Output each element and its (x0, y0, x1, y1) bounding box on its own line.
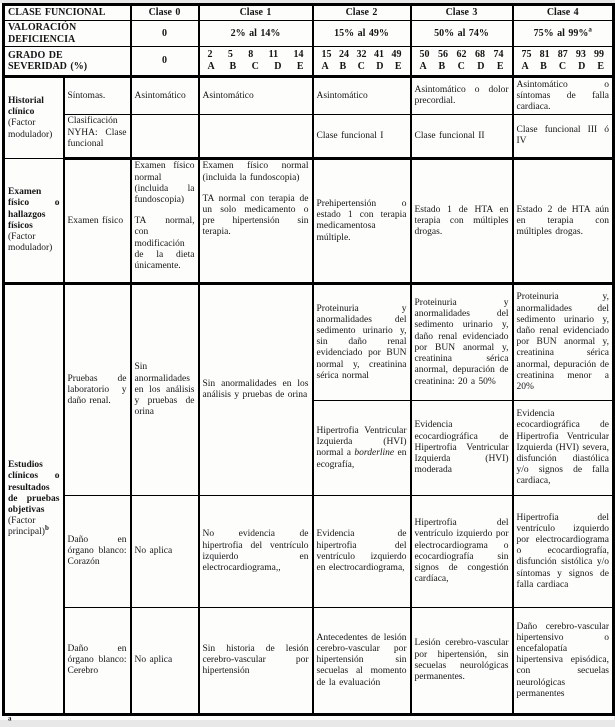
cell-hvi-clase-3: Evidencia ecocardiográfica de Hipertrofia Ventricular Izquierda (HVI) moderada (411, 401, 513, 496)
cell-corazon-clase-0: No aplica (131, 496, 199, 608)
header-clase-2: Clase 2 (313, 5, 411, 21)
severity-numbers-4: 75 81 87 93 99 (521, 48, 604, 60)
severity-letters-1: A B C D E (207, 61, 304, 73)
severity-clase-4 (513, 47, 614, 77)
cell-lab-clase-2: Proteinuria y anormalidades del sedimento urinario y, sin daño renal evidenciado por BUN normal y, creatinina sérica normal (313, 284, 411, 401)
deficiency-clase-2: 15% al 49% (313, 20, 411, 47)
cell-sintomas-clase-1: Asintomático (199, 77, 313, 115)
grado-line1: GRADO DE (8, 49, 63, 61)
cell-lab-clase-3: Proteinuria y anormalidades del sedimento urinario y, daño renal evidenciado por BUN anormal y, creatinina sérica anormal, depuración de creatinina: 20 a 50% (411, 284, 513, 401)
cell-corazon-clase-1: No evidencia de hipertrofia del ventrículo izquierdo en electrocardiograma,, (199, 496, 313, 608)
valoracion-line2: DEFICIENCIA (8, 33, 76, 45)
table-footnote (8, 714, 614, 727)
header-clase-0: Clase 0 (131, 5, 199, 21)
row-clase-funcional (4, 5, 614, 21)
cell-examen-clase-1 (199, 159, 313, 284)
severity-clase-0: 0 (131, 47, 199, 77)
row-sintomas (4, 77, 614, 115)
cell-cerebro-clase-4: Daño cerebro-vascular hipertensivo o encefalopatía hipertensiva episódica, con secuelas neurológicas permanentes (513, 608, 614, 715)
label-examen-fisico: Examen físico (64, 159, 131, 284)
cell-lab-clase-0: Sin anormalidades en los análisis y pruebas de orina (131, 284, 199, 496)
header-clase-4: Clase 4 (513, 5, 614, 21)
row-cerebro (4, 608, 614, 715)
cell-cerebro-clase-0: No aplica (131, 608, 199, 715)
examen-subtitle: (Factor modulador) (8, 232, 53, 254)
estudios-title: Estudios clínicos o resultados de pruebas objetivas (8, 460, 60, 515)
cell-examen-clase-0 (131, 159, 199, 284)
grado-line2: SEVERIDAD (%) (8, 61, 88, 73)
deficiency-footnote-mark: a (588, 25, 592, 34)
deficiency-clase-4 (513, 20, 614, 47)
cell-lab-clase-4: Proteinuria y, anormalidades del sedimento urinario y, daño renal evidenciado por BUN anormal y, creatinina sérica anormal, depuración de creatinina menor a 20% (513, 284, 614, 401)
estudios-footnote-mark: b (44, 524, 49, 533)
cell-examen-clase-3: Estado 1 de HTA en terapia con múltiples drogas. (411, 159, 513, 284)
clasificacion-funcional-table (2, 3, 615, 716)
historial-subtitle: (Factor modulador) (8, 118, 53, 140)
deficiency-clase-0: 0 (131, 20, 199, 47)
document-page (0, 3, 614, 723)
hvi-clase-2-pre: Hipertrofia Ventricular Izquierda (HVI) normal a (316, 425, 407, 459)
severity-clase-3 (411, 47, 513, 77)
deficiency-clase-1: 2% al 14% (199, 20, 313, 47)
hvi-clase-2-post: en ecografía, (316, 448, 407, 470)
row-examen-fisico (4, 159, 614, 284)
cell-hvi-clase-2 (313, 401, 411, 496)
label-cerebro: Daño en órgano blanco: Cerebro (64, 608, 131, 715)
header-valoracion-label (4, 20, 131, 47)
valoracion-line1: VALORACIÓN (8, 21, 77, 33)
estudios-subtitle: (Factor principal) (8, 516, 45, 538)
historial-title: Historial clínico (8, 95, 44, 118)
severity-letters-3: A B C D E (419, 61, 504, 73)
cell-cerebro-clase-2: Antecedentes de lesión cerebro-vascular por hipertensión sin secuelas al momento de la evaluación (313, 608, 411, 715)
cell-sintomas-clase-2: Asintomático (313, 77, 411, 115)
cell-examen-clase-2: Prehipertensión o estado 1 con terapia medicamentosa múltiple. (313, 159, 411, 284)
cell-sintomas-clase-0: Asintomático (131, 77, 199, 115)
row-corazon (4, 496, 614, 608)
cell-corazon-clase-4: Hipertrofia del ventrículo izquierdo por electrocardiograma o ecocardiografía, disfunción sistólica y/o síntomas y signos de falla cardiaca (513, 496, 614, 608)
cell-hvi-clase-4: Evidencia ecocardiográfica de Hipertrofia Ventricular Izquierda (HVI) severa, disfunción diastólica y/o signos de falla cardiaca, (513, 401, 614, 496)
label-corazon: Daño en órgano blanco: Corazón (64, 496, 131, 608)
cell-nyha-clase-2: Clase funcional I (313, 115, 411, 159)
severity-letters-2: A B C D E (321, 61, 402, 73)
severity-clase-2 (313, 47, 411, 77)
row-grado-severidad (4, 47, 614, 77)
cell-examen-clase-4: Estado 2 de HTA aún en terapia con múltiples drogas. (513, 159, 614, 284)
label-nyha: Clasificación NYHA: Clase funcional (64, 115, 131, 159)
cell-nyha-clase-0 (131, 115, 199, 159)
footnote-mark-a: a (8, 714, 12, 723)
cell-corazon-clase-3: Hipertrofia del ventrículo izquierdo por electrocardiograma o ecocardiografía sin signos de congestión cardíaca, (411, 496, 513, 608)
cell-cerebro-clase-1: Sin historia de lesión cerebro-vascular por hipertensión (199, 608, 313, 715)
examen-clase-1-p1: Examen físico normal (incluida la fundoscopia) (202, 161, 309, 183)
examen-clase-1-p2: TA normal con terapia de un solo medicamento o pre hipertensión sin terapia. (202, 193, 309, 238)
header-clase-3: Clase 3 (411, 5, 513, 21)
cell-nyha-clase-1 (199, 115, 313, 159)
header-clase-1: Clase 1 (199, 5, 313, 21)
cell-nyha-clase-3: Clase funcional II (411, 115, 513, 159)
examen-title: Examen físico o hallazgos físicos (8, 187, 60, 231)
row-nyha (4, 115, 614, 159)
section-historial-clinico (4, 77, 64, 159)
deficiency-clase-4-value: 75% al 99% (533, 27, 589, 39)
row-valoracion-deficiencia (4, 20, 614, 47)
severity-clase-1 (199, 47, 313, 77)
section-examen-fisico (4, 159, 64, 284)
severity-numbers-2: 15 24 32 41 49 (321, 48, 402, 60)
cell-lab-clase-1: Sin anormalidades en los análisis y pruebas de orina (199, 284, 313, 496)
examen-clase-0-p1: Examen físico normal (incluida la fundoscopia) (134, 161, 195, 205)
severity-numbers-1: 2 5 8 11 14 (207, 48, 304, 60)
row-laboratorio (4, 284, 614, 401)
hvi-clase-2-borderline: borderline (354, 448, 395, 459)
deficiency-clase-3: 50% al 74% (411, 20, 513, 47)
examen-clase-0-p2: TA normal, con modificación de la dieta únicamente. (134, 216, 195, 272)
cell-sintomas-clase-4: Asintomático o síntomas de falla cardiaca. (513, 77, 614, 115)
label-laboratorio: Pruebas de laboratorio y daño renal. (64, 284, 131, 496)
cell-cerebro-clase-3: Lesión cerebro-vascular por hipertensión, sin secuelas neurológicas permanentes. (411, 608, 513, 715)
cell-sintomas-clase-3: Asintomático o dolor precordial. (411, 77, 513, 115)
severity-numbers-3: 50 56 62 68 74 (419, 48, 504, 60)
cell-nyha-clase-4: Clase funcional III ó IV (513, 115, 614, 159)
header-grado-label (4, 47, 131, 77)
severity-letters-4: A B C D E (521, 61, 604, 73)
label-sintomas: Síntomas. (64, 77, 131, 115)
header-clase-funcional: CLASE FUNCIONAL (4, 5, 131, 21)
cell-corazon-clase-2: Evidencia de hipertrofia del ventrículo izquierdo en electrocardiograma, (313, 496, 411, 608)
section-estudios-clinicos (4, 284, 64, 715)
